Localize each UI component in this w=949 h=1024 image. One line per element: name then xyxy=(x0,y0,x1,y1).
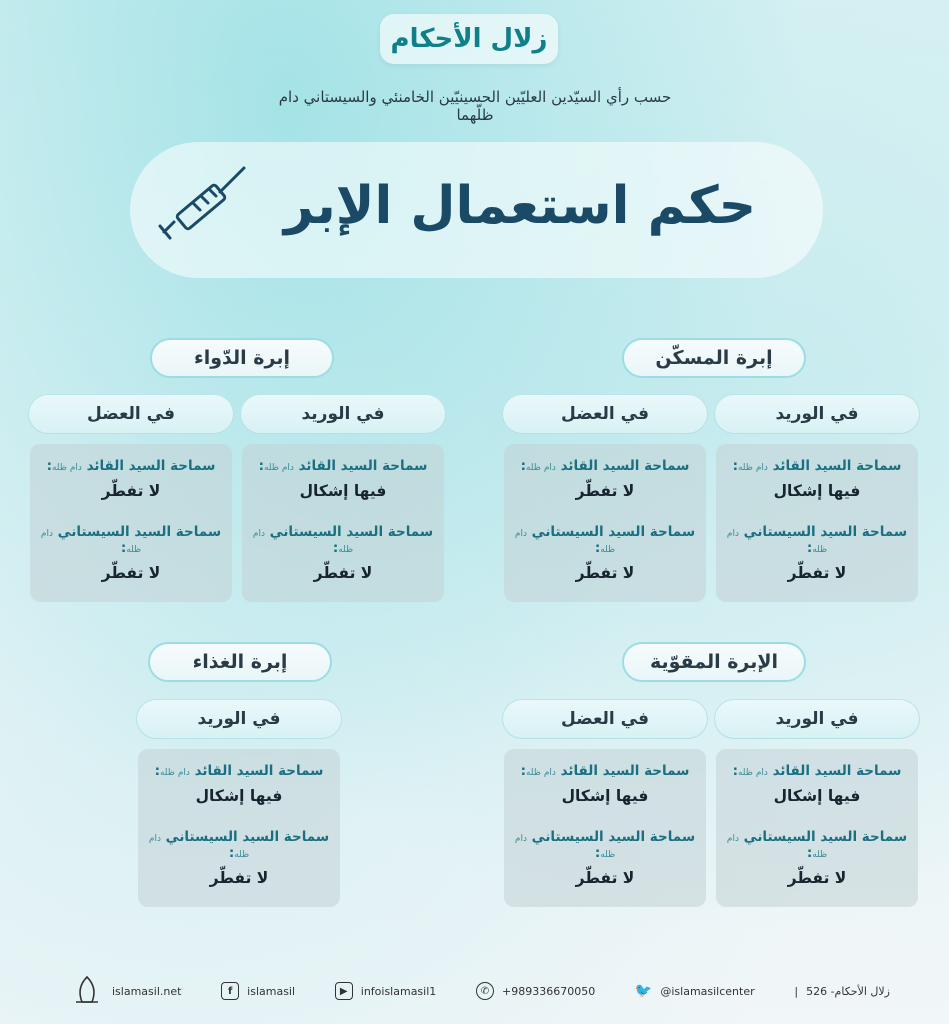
section-title-nutrition: إبرة الغذاء xyxy=(148,642,332,682)
ruling-value: لا تفطّر xyxy=(787,869,847,887)
authority-label: سماحة السيد السيستاني دام ظله: xyxy=(514,829,696,861)
authority-label: سماحة السيد القائد دام ظله: xyxy=(732,763,902,779)
institute-logo-icon xyxy=(70,974,104,1008)
youtube-handle[interactable]: infoislamasil1 xyxy=(360,984,437,998)
page-title: حكم استعمال الإبر xyxy=(283,176,757,236)
whatsapp-icon: ✆ xyxy=(476,982,494,1000)
footer xyxy=(70,974,890,1008)
ruling-value: لا تفطّر xyxy=(209,869,269,887)
ruling-card xyxy=(716,749,918,907)
col-label: في الوريد xyxy=(714,699,920,739)
youtube-icon: ▶ xyxy=(335,982,353,1000)
authority-label: سماحة السيد القائد دام ظله: xyxy=(732,458,902,474)
col-label: في الوريد xyxy=(240,394,446,434)
ruling-card xyxy=(138,749,340,907)
authority-label: سماحة السيد السيستاني دام ظله: xyxy=(726,829,908,861)
ruling-card xyxy=(716,444,918,602)
ruling-value: فيها إشكال xyxy=(773,482,861,500)
twitter-icon: 🐦 xyxy=(634,983,653,999)
site-link[interactable]: islamasil.net xyxy=(112,984,182,998)
subtitle: حسب رأي السيّدين العليّين الحسينيّين الخامنئي والسيستاني دام ظلّهما xyxy=(278,88,672,124)
section-title-painkiller: إبرة المسكّن xyxy=(622,338,806,378)
ruling-value: لا تفطّر xyxy=(575,564,635,582)
twitter-handle[interactable]: @islamasilcenter xyxy=(660,984,755,998)
authority-label: سماحة السيد القائد دام ظله: xyxy=(520,458,690,474)
ruling-value: فيها إشكال xyxy=(773,787,861,805)
ruling-card xyxy=(504,749,706,907)
col-label: في العضل xyxy=(28,394,234,434)
col-label: في العضل xyxy=(502,699,708,739)
authority-label: سماحة السيد القائد دام ظله: xyxy=(258,458,428,474)
authority-label: سماحة السيد السيستاني دام ظله: xyxy=(252,524,434,556)
footer-divider: | xyxy=(794,984,799,998)
ruling-value: لا تفطّر xyxy=(575,482,635,500)
ruling-value: لا تفطّر xyxy=(101,482,161,500)
ruling-card xyxy=(242,444,444,602)
ruling-value: لا تفطّر xyxy=(101,564,161,582)
section-title-medicine: إبرة الدّواء xyxy=(150,338,334,378)
ruling-value: فيها إشكال xyxy=(561,787,649,805)
section-title-tonic: الإبرة المقوّية xyxy=(622,642,806,682)
col-label: في العضل xyxy=(502,394,708,434)
ruling-value: لا تفطّر xyxy=(787,564,847,582)
col-label: في الوريد xyxy=(714,394,920,434)
authority-label: سماحة السيد القائد دام ظله: xyxy=(46,458,216,474)
authority-label: سماحة السيد السيستاني دام ظله: xyxy=(148,829,330,861)
ruling-card xyxy=(504,444,706,602)
authority-label: سماحة السيد السيستاني دام ظله: xyxy=(40,524,222,556)
facebook-handle[interactable]: islamasil xyxy=(247,984,296,998)
ruling-card xyxy=(30,444,232,602)
authority-label: سماحة السيد السيستاني دام ظله: xyxy=(726,524,908,556)
col-label: في الوريد xyxy=(136,699,342,739)
ruling-value: لا تفطّر xyxy=(575,869,635,887)
authority-label: سماحة السيد القائد دام ظله: xyxy=(154,763,324,779)
brand-logo: زلال الأحكام xyxy=(380,14,558,64)
authority-label: سماحة السيد السيستاني دام ظله: xyxy=(514,524,696,556)
ruling-value: لا تفطّر xyxy=(313,564,373,582)
whatsapp-number[interactable]: +989336670050 xyxy=(502,984,596,998)
syringe-icon xyxy=(158,164,250,254)
authority-label: سماحة السيد القائد دام ظله: xyxy=(520,763,690,779)
ruling-value: فيها إشكال xyxy=(299,482,387,500)
issue-number: زلال الأحكام- 526 xyxy=(806,984,890,998)
facebook-icon: f xyxy=(221,982,239,1000)
ruling-value: فيها إشكال xyxy=(195,787,283,805)
